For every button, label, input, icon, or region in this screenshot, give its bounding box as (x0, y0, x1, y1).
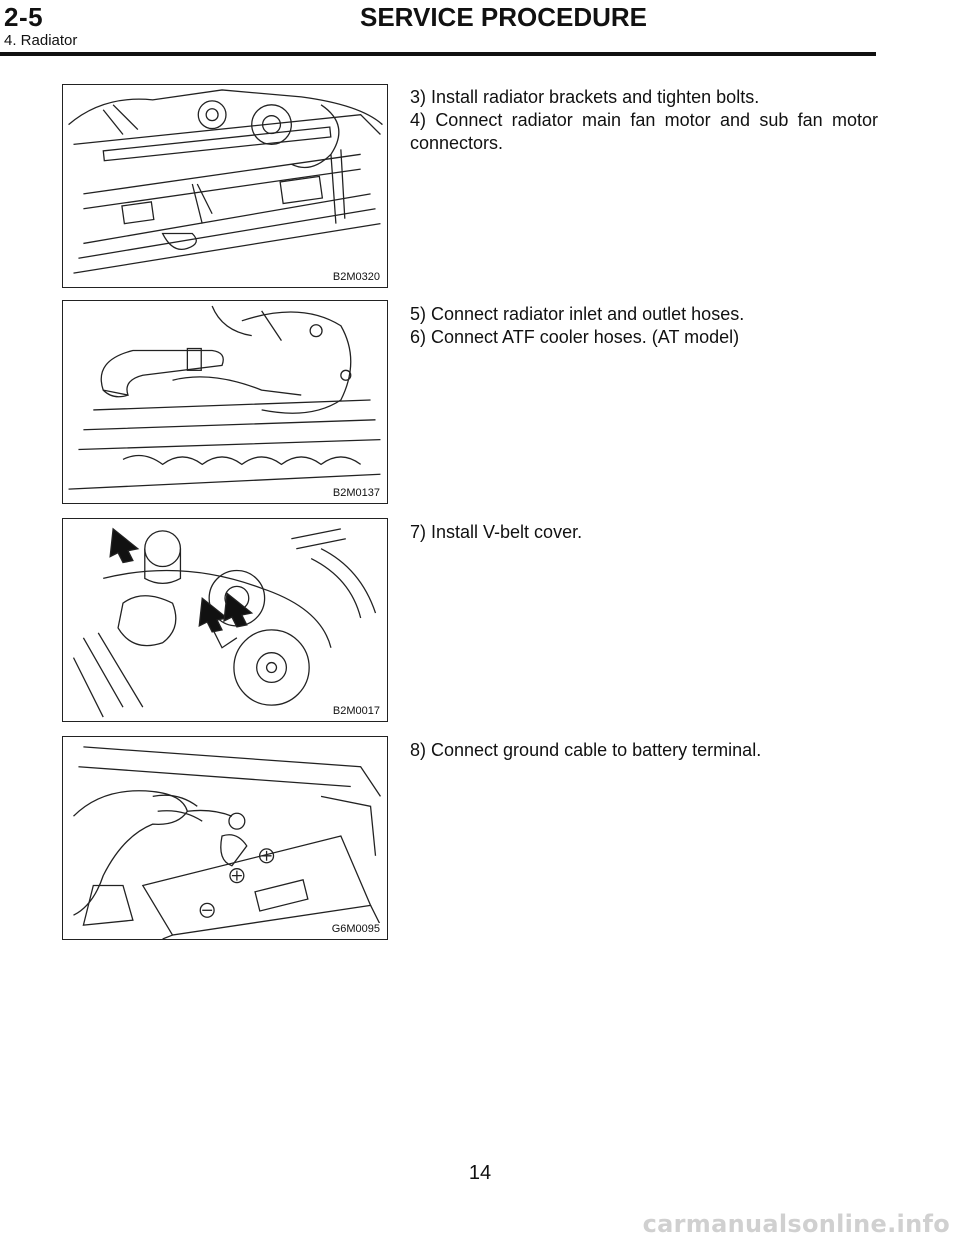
figure-radiator-brackets (62, 84, 388, 288)
figure-v-belt-cover (62, 518, 388, 722)
page-subtitle: 4. Radiator (4, 32, 78, 49)
step-3: 3) Install radiator brackets and tighten bolts. (410, 87, 760, 107)
header-rule (0, 52, 876, 56)
steps-group-1 (410, 86, 878, 155)
steps-group-4 (410, 739, 878, 762)
watermark: carmanualsonline.info (642, 1210, 950, 1238)
v-belt-cover-illustration (63, 519, 387, 721)
figure-radiator-hoses (62, 300, 388, 504)
figure-code: B2M0017 (332, 705, 380, 717)
step-8: 8) Connect ground cable to battery terminal. (410, 740, 762, 760)
figure-battery-terminal (62, 736, 388, 940)
section-code: 2-5 (4, 2, 44, 32)
step-5: 5) Connect radiator inlet and outlet hoses. (410, 304, 745, 324)
figure-code: B2M0320 (332, 271, 380, 283)
page-number: 14 (468, 1162, 492, 1184)
step-7: 7) Install V-belt cover. (410, 522, 583, 542)
battery-terminal-illustration (63, 737, 387, 939)
step-6: 6) Connect ATF cooler hoses. (AT model) (410, 327, 740, 347)
steps-group-2 (410, 303, 878, 349)
step-4: 4) Connect radiator main fan motor and sub fan motor connectors. (410, 110, 878, 153)
radiator-bracket-illustration (63, 85, 387, 287)
figure-code: B2M0137 (332, 487, 380, 499)
radiator-hoses-illustration (63, 301, 387, 503)
steps-group-3 (410, 521, 878, 544)
page-title: SERVICE PROCEDURE (360, 2, 648, 32)
figure-code: G6M0095 (331, 923, 380, 935)
